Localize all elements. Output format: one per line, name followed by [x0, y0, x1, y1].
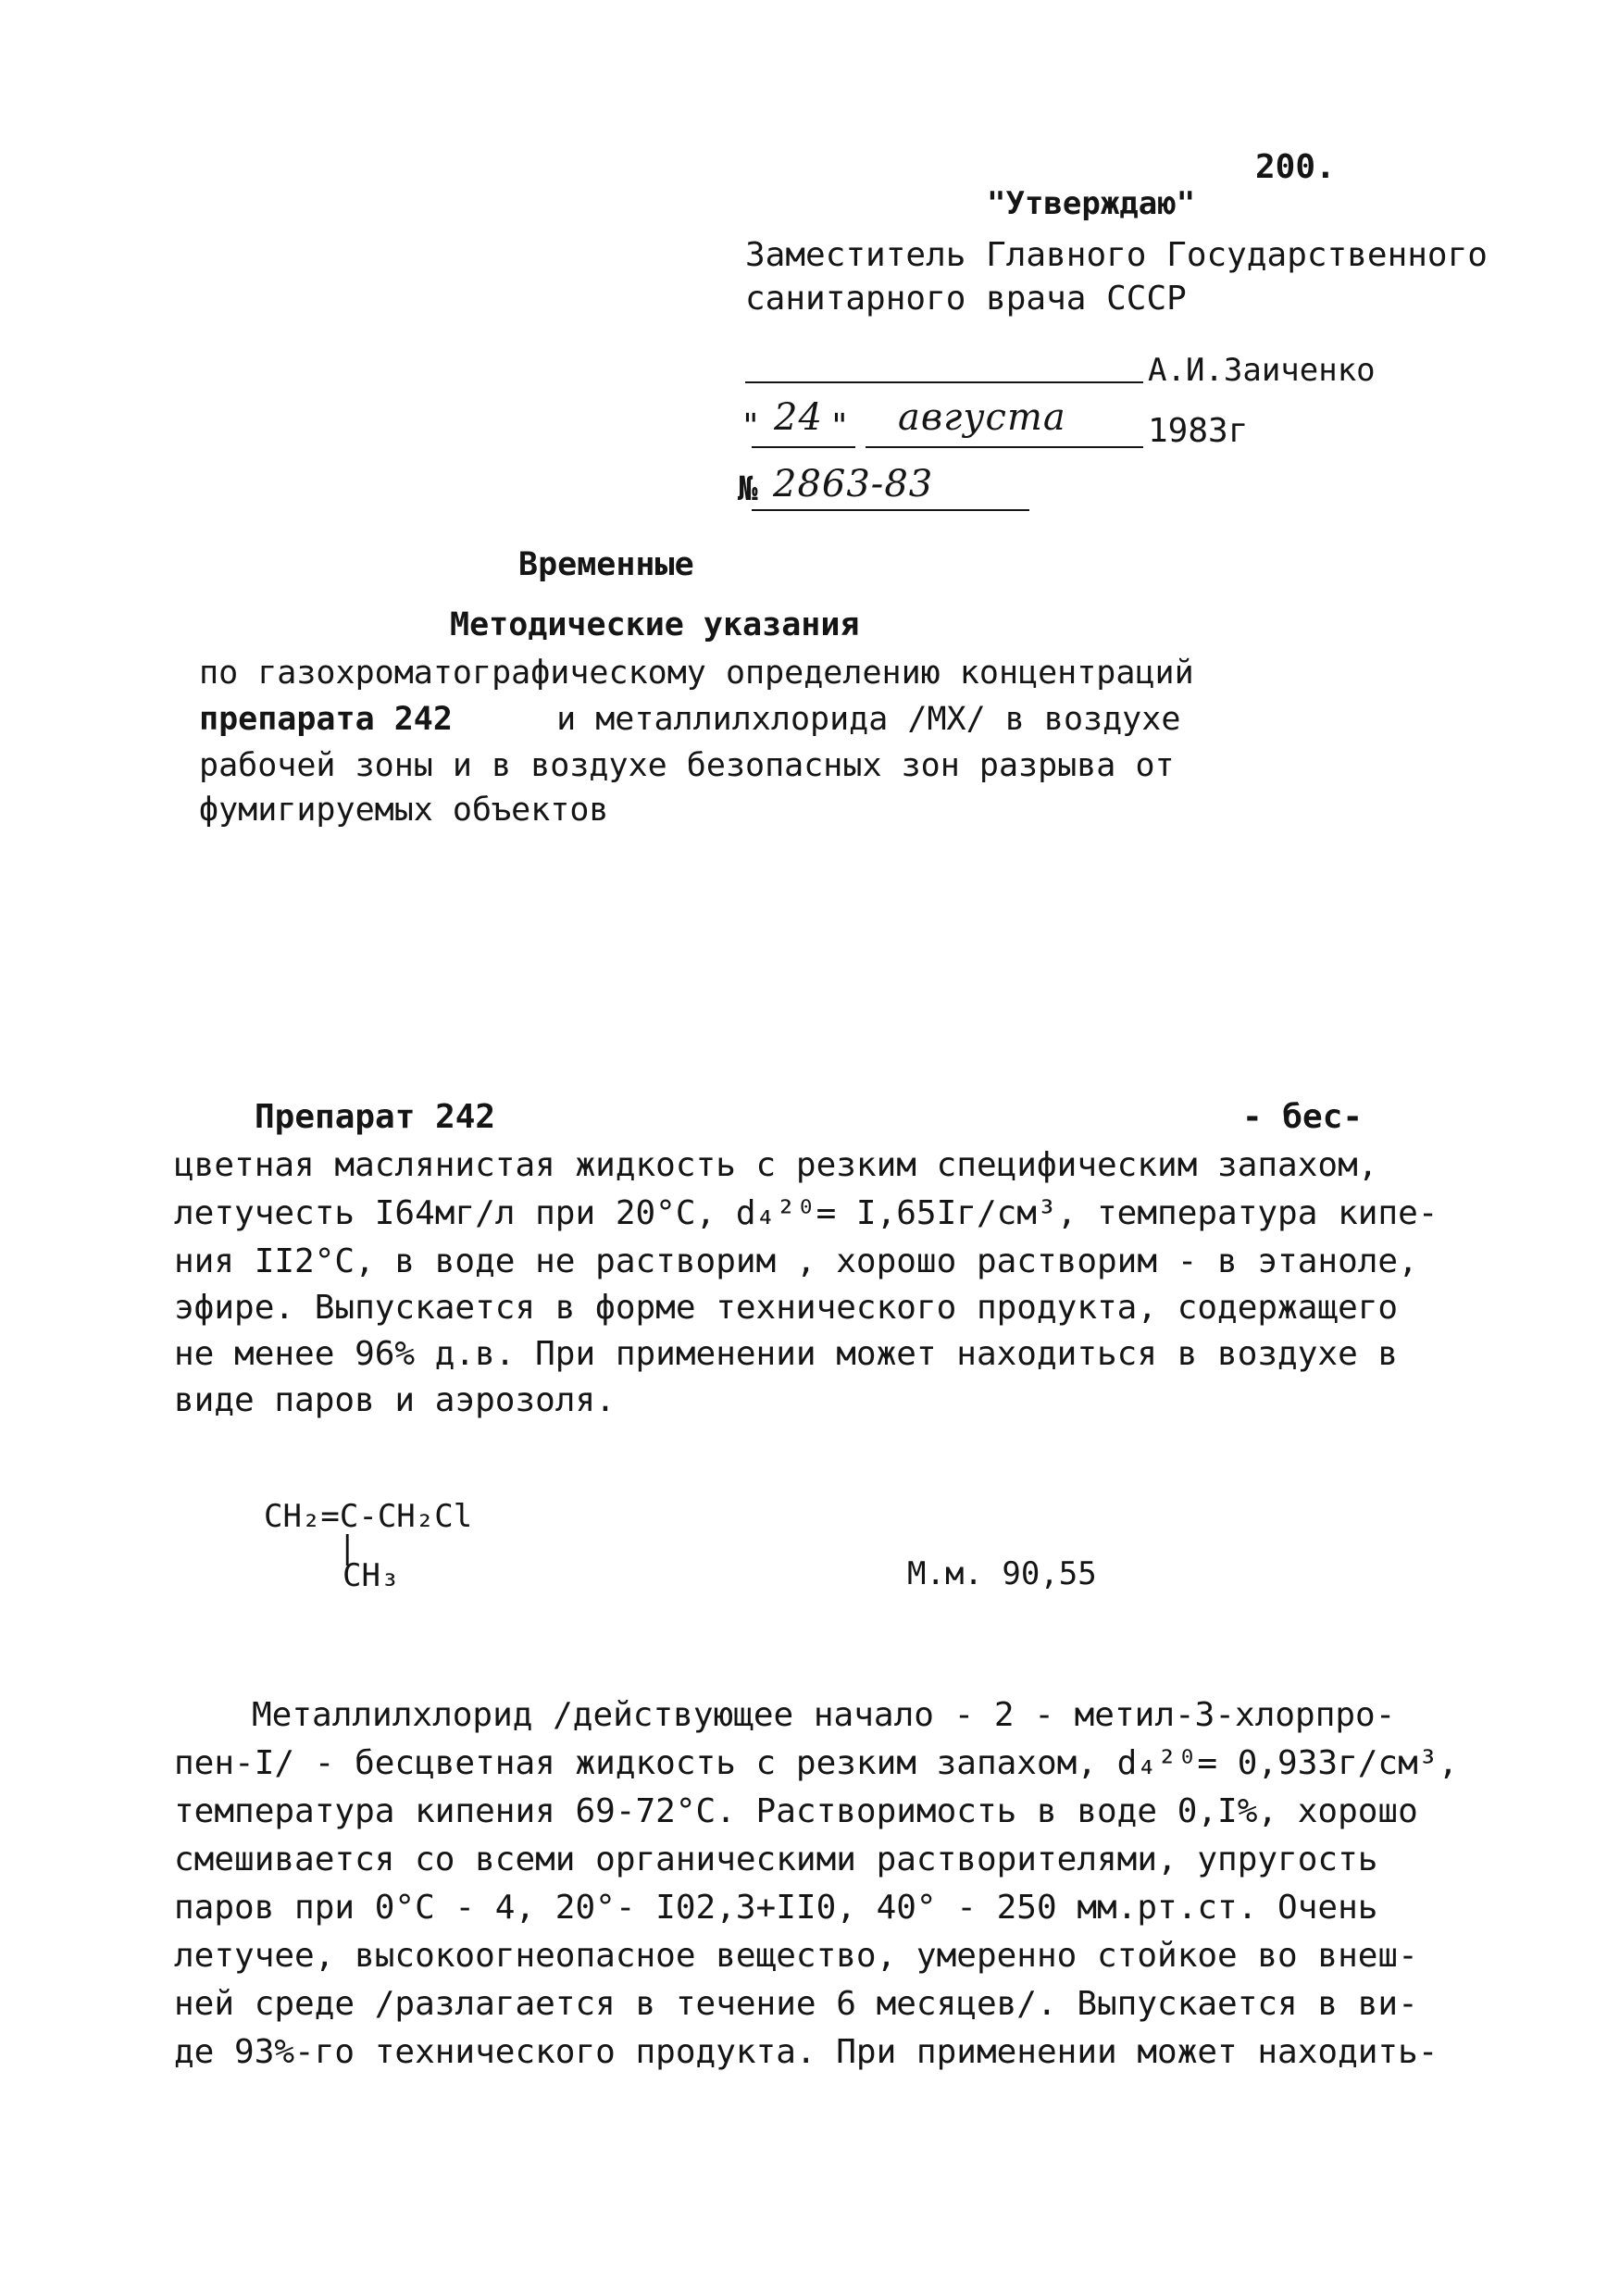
date-day: 24: [774, 396, 823, 439]
paragraph2-line4: смешивается со всеми органическими растворителями, упругость: [174, 1841, 1378, 1878]
paragraph2-line7: ней среде /разлагается в течение 6 месяцев/. Выпускается в ви-: [174, 1985, 1418, 2023]
title-line6: фумигируемых объектов: [199, 792, 609, 829]
paragraph1-line1-tail: - бес-: [1242, 1098, 1364, 1136]
paragraph1-lead: Препарат 242: [255, 1098, 496, 1136]
paragraph2-line8: де 93%-го технического продукта. При применении может находить-: [174, 2033, 1439, 2071]
structural-formula-branch: CH₃: [343, 1557, 400, 1594]
paragraph2-line2: пен-I/ - бесцветная жидкость с резким запахом, d₄²⁰= 0,933г/см³,: [174, 1744, 1459, 1782]
title-line2: Методические указания: [450, 606, 860, 643]
date-month: августа: [898, 396, 1066, 439]
paragraph1-line6: не менее 96% д.в. При применении может находиться в воздухе в: [174, 1335, 1399, 1373]
paragraph2-line5: паров при 0°С - 4, 20°- I02,3+II0, 40° - 250 мм.рт.ст. Очень: [174, 1889, 1378, 1927]
page-number: 200.: [1255, 148, 1336, 186]
date-year: 1983г: [1148, 412, 1249, 450]
date-day-underline: [752, 446, 855, 448]
doc-number-underline: [752, 509, 1029, 511]
paragraph1-line7: виде паров и аэрозоля.: [174, 1381, 616, 1419]
doc-number: 2863-83: [773, 463, 934, 505]
structural-formula-bond: |: [338, 1529, 357, 1566]
paragraph1-line4: ния II2°С, в воде не растворим , хорошо растворим - в этаноле,: [174, 1242, 1418, 1280]
structural-formula-main: CH₂=C-CH₂Cl: [264, 1498, 473, 1535]
paragraph1-line2: цветная маслянистая жидкость с резким специфическим запахом,: [174, 1146, 1378, 1184]
title-line4-rest: и металлилхлорида /МХ/ в воздухе: [556, 701, 1181, 738]
doc-number-sign: №: [738, 470, 758, 508]
approver-position-line1: Заместитель Главного Государственного: [745, 236, 1488, 274]
title-line4-preparation: препарата 242: [199, 701, 453, 738]
paragraph1-line5: эфире. Выпускается в форме технического продукта, содержащего: [174, 1289, 1399, 1327]
paragraph2-line1: Металлилхлорид /действующее начало - 2 - метил-3-хлорпро-: [252, 1696, 1396, 1734]
paragraph1-line3: летучесть I64мг/л при 20°С, d₄²⁰= I,65Iг/см³, температура кипе-: [174, 1194, 1439, 1232]
date-month-underline: [866, 446, 1143, 448]
title-line5: рабочей зоны и в воздухе безопасных зон разрыва от: [199, 747, 1175, 784]
signatory-name: А.И.Заиченко: [1148, 352, 1376, 389]
paragraph2-line6: летучее, высокоогнеопасное вещество, умеренно стойкое во внеш-: [174, 1937, 1418, 1975]
date-open-quote: ": [741, 407, 761, 445]
approval-word: "Утверждаю": [987, 185, 1196, 222]
signature-line: [745, 381, 1143, 383]
paragraph2-line3: температура кипения 69-72°С. Растворимость в воде 0,I%, хорошо: [174, 1792, 1418, 1830]
title-line3: по газохроматографическому определению концентраций: [199, 655, 1194, 692]
approver-position-line2: санитарного врача СССР: [745, 280, 1187, 318]
title-line1: Временные: [518, 546, 694, 583]
molar-mass: М.м. 90,55: [907, 1555, 1097, 1592]
title-line4: [199, 701, 1180, 738]
date-close-quote: ": [829, 407, 850, 445]
